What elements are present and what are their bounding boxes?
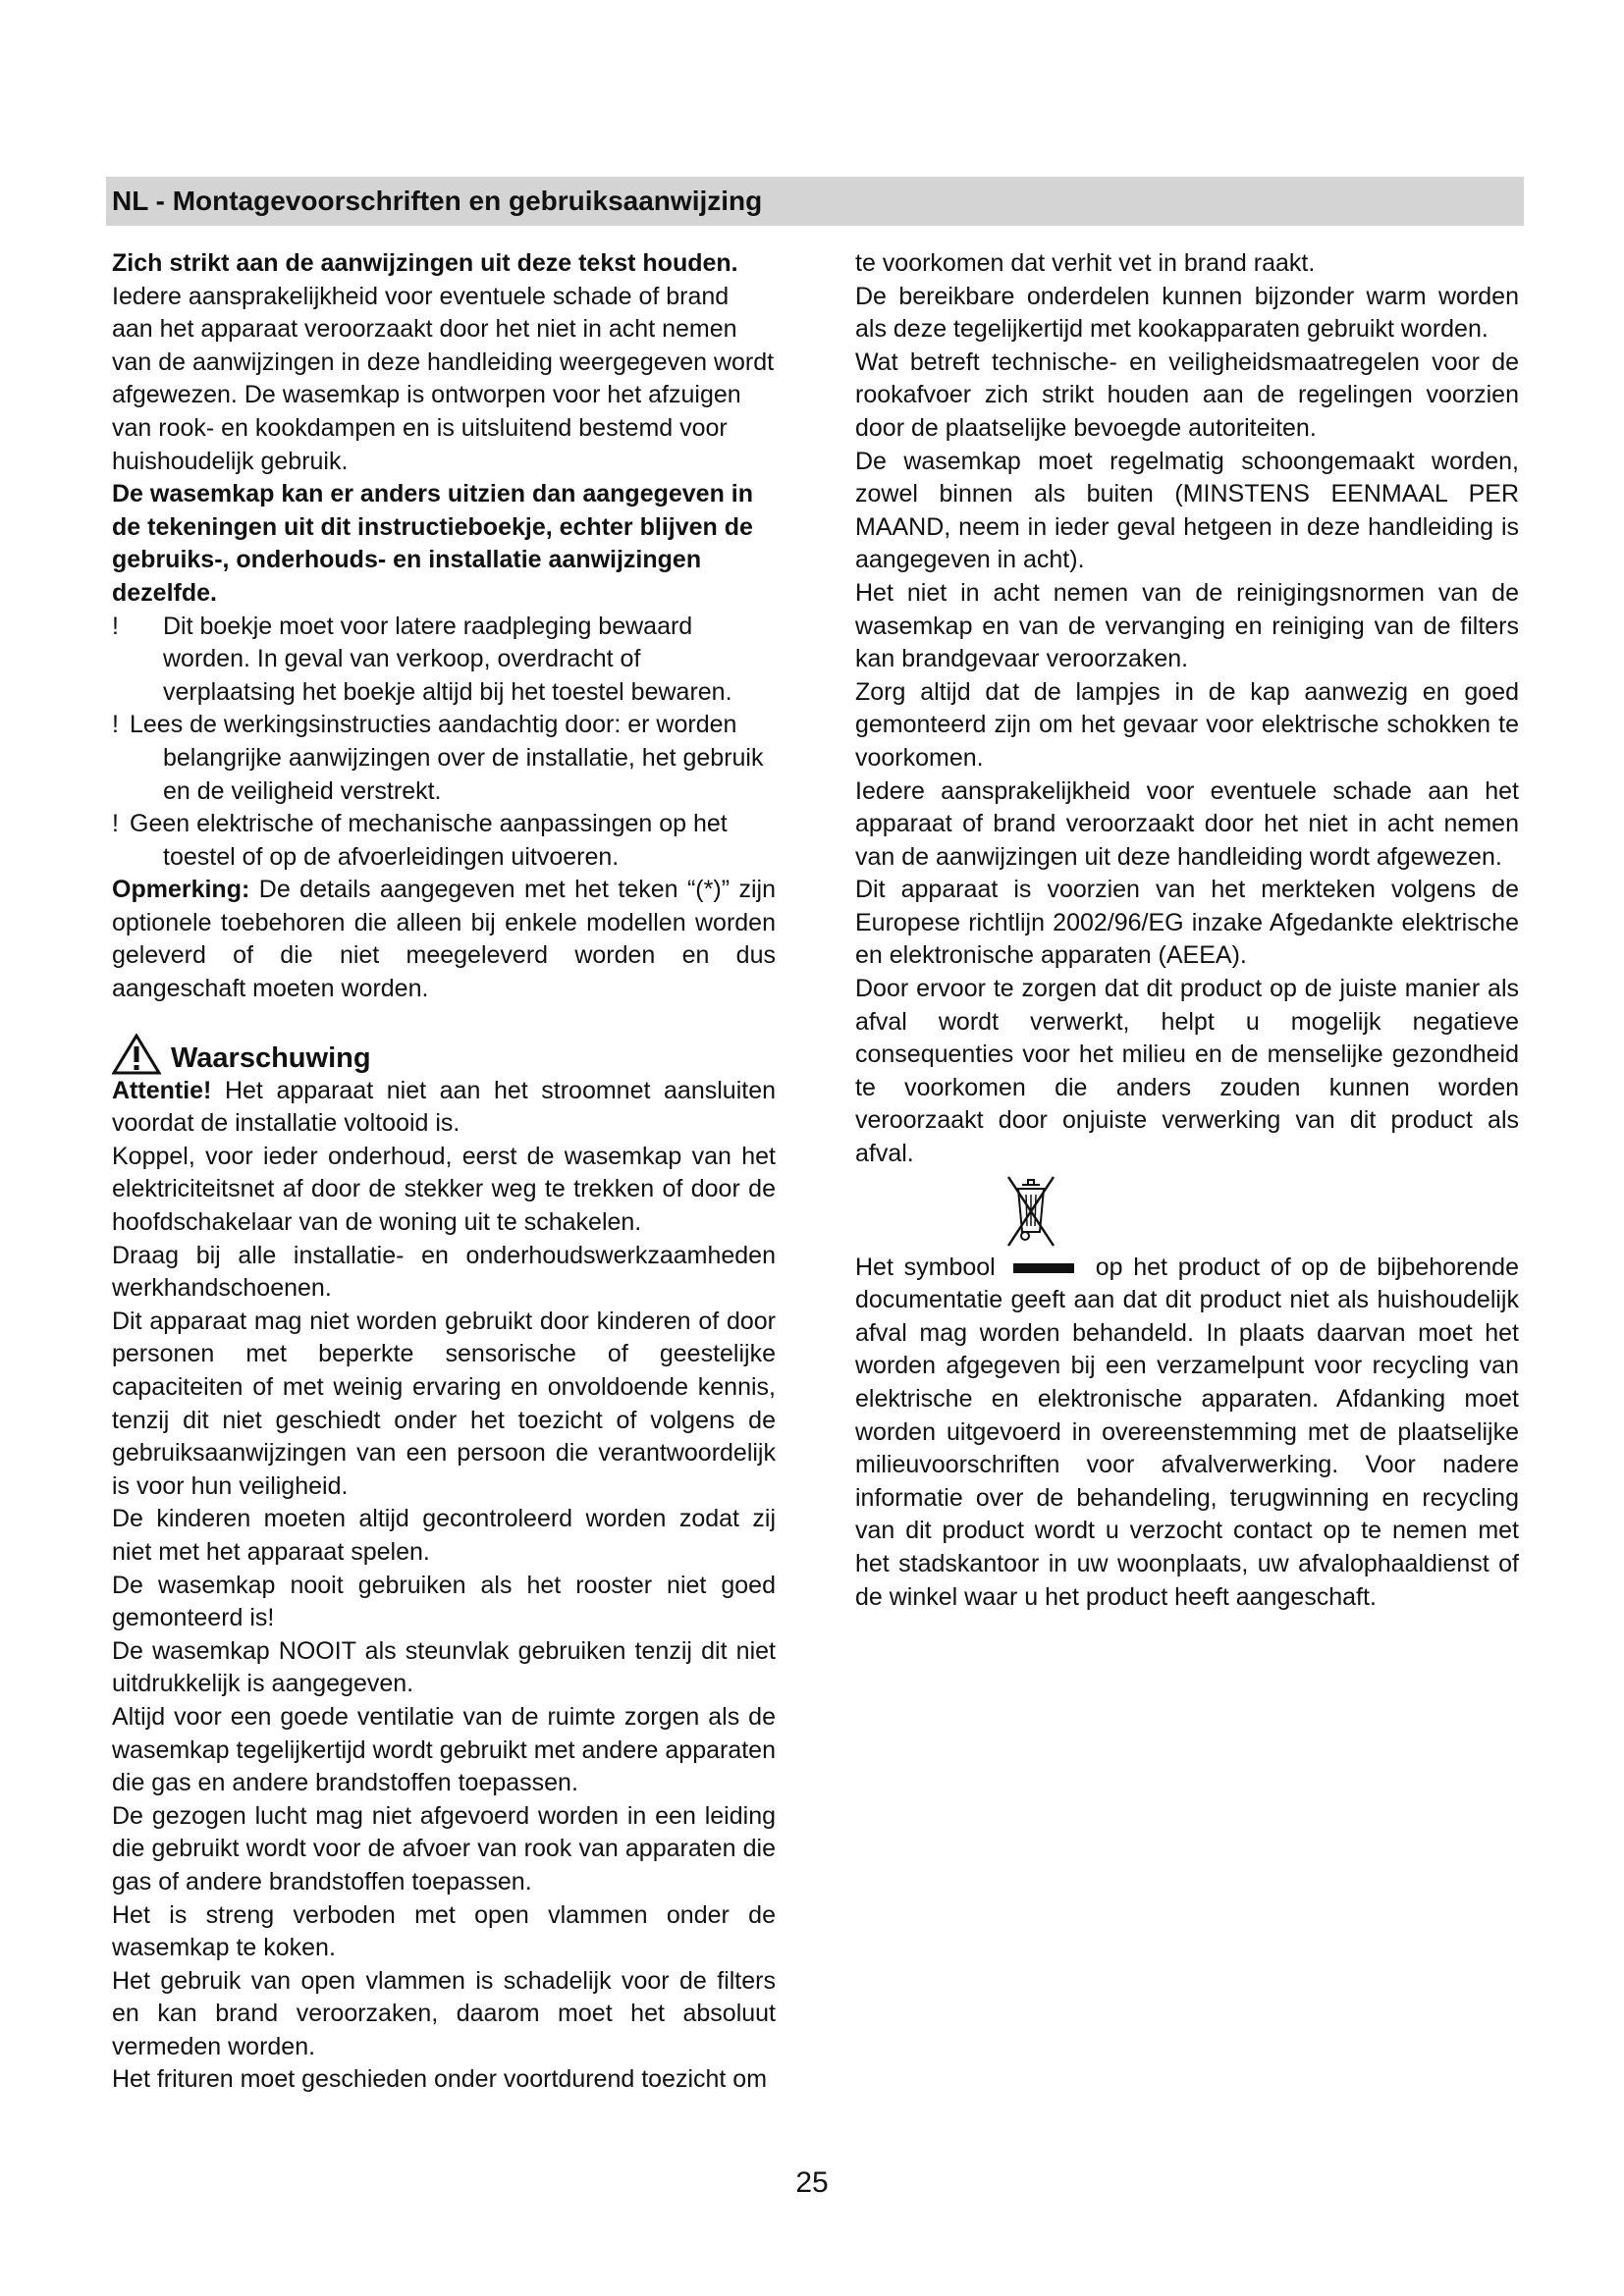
body-paragraph: Het niet in acht nemen van de reinigingsnormen van de wasemkap en van de vervanging en reiniging van de filters kan brandgevaar veroorzaken. [855,578,1519,673]
intro-heading: Zich strikt aan de aanwijzingen uit deze tekst houden. [112,249,738,277]
bullet-item [112,808,776,874]
bullet-item [112,709,776,808]
attention-label: Attentie! [112,1076,212,1104]
body-paragraph: De bereikbare onderdelen kunnen bijzonder warm worden als deze tegelijkertijd met kookapparaten gebruikt worden. [855,282,1519,344]
remark-label: Opmerking: [112,876,250,904]
attention-text: Het apparaat niet aan het stroomnet aansluiten voordat de installatie voltooid is. [112,1076,776,1138]
body-paragraph: Het gebruik van open vlammen is schadelijk voor de filters en kan brand veroorzaken, daarom moet het absoluut vermeden worden. [112,1966,776,2060]
appearance-note: De wasemkap kan er anders uitzien dan aangegeven in de tekeningen uit dit instructieboekje, echter blijven de gebruiks-, onderhouds- en installatie aanwijzingen dezelfde. [112,480,754,607]
bullet-item [112,611,776,710]
body-paragraph: Door ervoor te zorgen dat dit product op de juiste manier als afval wordt verwerkt, helpt u mogelijk negatieve consequenties voor het milieu en de menselijke gezondheid te voorkomen die anders zouden kunnen worden veroorzaakt door onjuiste verwerking van dit product als afval. [855,975,1519,1168]
body-paragraph: De wasemkap NOOIT als steunvlak gebruiken tenzij dit niet uitdrukkelijk is aangegeven. [112,1636,776,1698]
black-bar-symbol [1013,1263,1074,1273]
remark-text: De details aangegeven met het teken “(*)” zijn optionele toebehoren die alleen bij enkele modellen worden geleverd of die niet meegeleverd worden en dus aangeschaft moeten worden. [112,876,776,1003]
exclamation-icon: ! [112,810,119,838]
section-title: NL - Montagevoorschriften en gebruiksaanwijzing [112,186,763,216]
body-paragraph: te voorkomen dat verhit vet in brand raakt. [855,249,1316,277]
symbol-text: op het product of op de bijbehorende documentatie geeft aan dat dit product niet als huishoudelijk afval mag worden behandeld. In plaats daarvan moet het worden afgegeven bij een verzamelpunt voor recycling van elektrische en elektronische apparaten. Afdanking moet worden uitgevoerd in overeenstemming met de plaatselijke milieuvoorschriften voor afvalverwerking. Voor nadere informatie over de behandeling, terugwinning en recycling van dit product wordt u verzocht contact op te nemen met het stadskantoor in uw woonplaats, uw afvalophaaldienst of de winkel waar u het product heeft aangeschaft. [855,1253,1519,1611]
remark-paragraph [112,874,776,1005]
body-paragraph: De wasemkap moet regelmatig schoongemaakt worden, zowel binnen als buiten (MINSTENS EENMAAL PER MAAND, neem in ieder geval hetgeen in deze handleiding is aangegeven in acht). [855,447,1519,574]
body-paragraph: Het frituren moet geschieden onder voortdurend toezicht om [112,2065,768,2094]
warning-title: Waarschuwing [171,1041,371,1074]
body-paragraph: De wasemkap nooit gebruiken als het rooster niet goed gemonteerd is! [112,1571,776,1632]
body-paragraph: Koppel, voor ieder onderhoud, eerst de wasemkap van het elektriciteitsnet af door de stekker weg te trekken of door de hoofdschakelaar van de woning uit te schakelen. [112,1142,776,1237]
weee-symbol-row [855,1171,1519,1252]
body-paragraph: Zorg altijd dat de lampjes in de kap aanwezig en goed gemonteerd zijn om het gevaar voor elektrische schokken te voorkomen. [855,677,1519,772]
left-column [112,247,776,2097]
body-paragraph: Iedere aansprakelijkheid voor eventuele schade aan het apparaat of brand veroorzaakt door het niet in acht nemen van de aanwijzingen uit deze handleiding wordt afgewezen. [855,776,1519,871]
body-paragraph: Het is streng verboden met open vlammen onder de wasemkap te koken. [112,1900,776,1962]
exclamation-icon: ! [112,711,119,739]
symbol-paragraph [855,1252,1519,1615]
symbol-prefix: Het symbool [855,1253,996,1281]
section-header-bar [106,177,1524,226]
page-number: 25 [795,2166,829,2199]
body-paragraph: Wat betreft technische- en veiligheidsmaatregelen voor de rookafvoer zich strikt houden aan de regelingen voorzien door de plaatselijke bevoegde autoriteiten. [855,347,1519,442]
crossed-bin-icon [1002,1171,1059,1252]
exclamation-icon: ! [112,612,119,640]
attention-paragraph [112,1075,776,1141]
body-paragraph: Dit apparaat mag niet worden gebruikt door kinderen of door personen met beperkte sensorische of geestelijke capaciteiten of met weinig ervaring en onvoldoende kennis, tenzij dit niet geschiedt onder het toezicht of volgens de gebruiksaanwijzingen van een persoon die verantwoordelijk is voor hun veiligheid. [112,1307,776,1500]
body-paragraph: De gezogen lucht mag niet afgevoerd worden in een leiding die gebruikt wordt voor de afvoer van rook van apparaten die gas of andere brandstoffen toepassen. [112,1801,776,1896]
body-paragraph: Draag bij alle installatie- en onderhoudswerkzaamheden werkhandschoenen. [112,1241,776,1303]
intro-text: Iedere aansprakelijkheid voor eventuele schade of brand aan het apparaat veroorzaakt door het niet in acht nemen van de aanwijzingen in deze handleiding weergegeven wordt afgewezen. De wasemkap is ontworpen voor het afzuigen van rook- en kookdampen en is uitsluitend bestemd voor huishoudelijk gebruik. [112,282,775,475]
right-column [855,247,1519,1614]
body-paragraph: De kinderen moeten altijd gecontroleerd worden zodat zij niet met het apparaat spelen. [112,1505,776,1566]
warning-triangle-icon [112,1034,161,1075]
body-paragraph: Altijd voor een goede ventilatie van de ruimte zorgen als de wasemkap tegelijkertijd wordt gebruikt met andere apparaten die gas en andere brandstoffen toepassen. [112,1702,776,1797]
warning-heading [112,1032,776,1075]
body-paragraph: Dit apparaat is voorzien van het merkteken volgens de Europese richtlijn 2002/96/EG inzake Afgedankte elektrische en elektronische apparaten (AEEA). [855,876,1519,970]
bullet-text: Dit boekje moet voor latere raadpleging bewaard worden. In geval van verkoop, overdracht of verplaatsing het boekje altijd bij het toestel bewaren. [163,612,732,706]
bullet-text: Geen elektrische of mechanische aanpassingen op het toestel of op de afvoerleidingen uitvoeren. [130,810,728,871]
bullet-text: Lees de werkingsinstructies aandachtig door: er worden belangrijke aanwijzingen over de installatie, het gebruik en de veiligheid verstrekt. [130,711,764,805]
